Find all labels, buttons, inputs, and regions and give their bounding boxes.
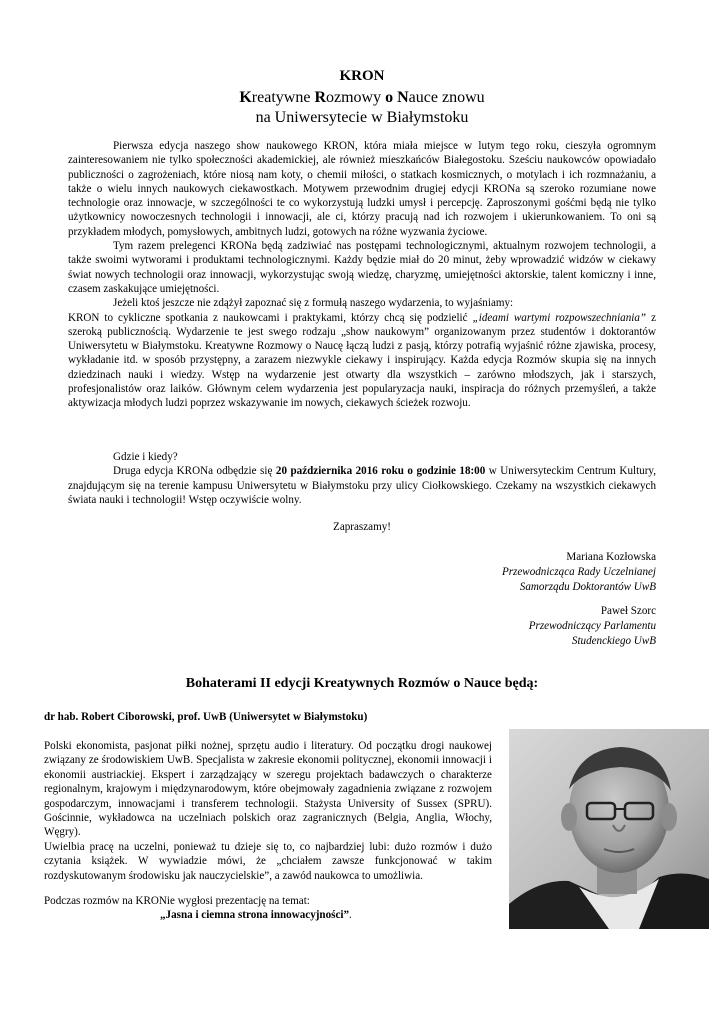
intro-paragraph-4: KRON to cykliczne spotkania z naukowcami i praktykami, którzy chcą się podzielić „ideami wartymi rozpowszechniania” z szeroką publicznością. Wydarzenie te jest swego rodzaju „show naukowym” organizowanym przez studentów i doktorantów Uniwersytetu w Białymstoku. Kreatywne Rozmowy o Naucę łączą ludzi z pasją, którzy potrafią wyjaśnić różne zjawiska, procesy, wykładanie itd. w sposób przystępny, a zarazem niezwykle ciekawy i inspirujący. Każda edycja Rozmów skupia się na innych dziedzinach nauki i wiedzy. Wstęp na wydarzenie jest otwarty dla wszystkich – zarówno młodszych, jak i starszych, profesjonalistów oraz laików. Głównym celem wydarzenia jest popularyzacja nauki, inspiracja do różnych przemyśleń, a także aktywizacja młodych ludzi poprzez wskazywanie im nowych, ciekawych ścieżek rozwoju. <box>68 311 656 410</box>
subtitle-line-2: na Uniwersytecie w Białymstoku <box>255 109 469 126</box>
signature-block-1 <box>502 550 656 595</box>
talk-title: „Jasna i ciemna strona innowacyjności”. <box>160 909 352 922</box>
event-details: Druga edycja KRONa odbędzie się 20 października 2016 roku o godzinie 18:00 w Uniwersyteckim Centrum Kultury, znajdującym się na terenie kampusu Uniwersytetu w Białymstoku przy ulicy Ciołkowskiego. Czekamy na wszystkich ciekawych świata nauki i technologii! Wstęp oczywiście wolny. <box>68 465 656 506</box>
guest-talk <box>44 894 492 923</box>
intro-paragraph-1: Pierwsza edycja naszego show naukowego KRON, która miała miejsce w lutym tego roku, cieszyła ogromnym zainteresowaniem nie tylko społeczności akademickiej, ale również mieszkańców Białegostoku. Sześciu naukowców opowiadało publiczności o zagrożeniach, które niosą nam koty, o chemii miłości, o statkach kosmicznych, o motylach i ich rozmnażaniu, a także o wielu innych naukowych ciekawostkach. Motywem przewodnim drugiej edycji KRONa są szeroko rozumiane nowe technologie oraz innowacje, w szczególności te co wykorzystują ludzki umysł i percepcję. Zaproszonymi gośćmi będą nie tylko użytkownicy nowoczesnych technologii i innowacji, ale ci, którzy pracują nad ich rozwojem i ukierunkowaniem. To oni są przykładem młodych, pomysłowych, ambitnych ludzi, gotowych na różne wyzwania życiowe. <box>68 140 656 238</box>
subtitle-initial-n: N <box>397 89 409 106</box>
signature-block-2 <box>529 604 656 649</box>
guest-bio-paragraph-1: Polski ekonomista, pasjonat piłki nożnej, sprzętu audio i literatury. Od początku drogi naukowej związany ze środowiskiem UwB. Specjalista w zakresie ekonomii politycznej, ekonomii innowacji i ekonomii austriackiej. Ekspert i zarządzający w szeregu projektach badawczych o charakterze regionalnym, krajowym i międzynarodowym, które obejmowały zagadnienia związane z rozwojem gospodarczym, innowacjami i transferem technologii. Stażysta University of Sussex (SPRU). Gościnnie, wykładowca na uczelniach polskich oraz zagranicznych (Belgia, Anglia, Włochy, Węgry). <box>44 740 492 839</box>
event-info <box>68 450 656 507</box>
event-date: 20 października 2016 roku o godzinie 18:00 <box>275 465 486 478</box>
ideas-quote: „ideami wartymi rozpowszechniania” <box>472 311 647 324</box>
guest-name: dr hab. Robert Ciborowski, prof. UwB (Uniwersytet w Białymstoku) <box>44 711 368 723</box>
section-heading: Bohaterami II edycji Kreatywnych Rozmów o Nauce będą: <box>185 676 539 691</box>
signature-name: Mariana Kozłowska <box>566 551 656 563</box>
subtitle-initial-o: o <box>385 89 394 106</box>
guest-bio-paragraph-2: Uwielbia pracę na uczelni, ponieważ tu dzieje się to, co najbardziej lubi: dużo rozmów i dużo czytania książek. W wywiadzie mówi, że „chciałem zawsze funkcjonować w takim rozdyskutowanym środowisku jak nauczycielskie”, a zawód naukowca to umożliwia. <box>44 840 492 882</box>
signature-role: Samorządu Doktorantów UwB <box>519 581 656 593</box>
intro-paragraph-3: Jeżeli ktoś jeszcze nie zdążył zapoznać się z formułą naszego wydarzenia, to wyjaśniamy: <box>113 297 514 310</box>
guest-bio <box>44 739 492 883</box>
subtitle-initial-r: R <box>314 89 326 106</box>
signature-name: Paweł Szorc <box>600 605 656 617</box>
signature-role: Przewodniczący Parlamentu <box>528 620 656 632</box>
signature-role: Studenckiego UwB <box>571 635 656 647</box>
intro-paragraph-2: Tym razem prelegenci KRONa będą zadziwiać nas postępami technologicznymi, aktualnym rozwojem technologii, a także swoimi wytworami i produktami technologicznymi. Każdy będzie miał do 20 minut, żeby wprowadzić widzów w ciekawy świat nowych technologii oraz innowacji, wykorzystując swoją wiedzę, charyzmę, umiejętności aktorskie, talent komiczny i inne, czasem zaskakujące umiejętności. <box>68 240 656 295</box>
subtitle-line-1: Kreatywne Rozmowy o Nauce znowu <box>239 89 485 106</box>
page-title: KRON <box>339 68 385 84</box>
speaker-portrait-image <box>509 729 709 929</box>
signature-role: Przewodnicząca Rady Uczelnianej <box>501 566 656 578</box>
invite-text: Zapraszamy! <box>333 521 391 533</box>
subtitle-initial-k: K <box>239 89 252 106</box>
event-question: Gdzie i kiedy? <box>113 451 178 463</box>
intro-text <box>68 139 656 411</box>
talk-intro: Podczas rozmów na KRONie wygłosi prezentację na temat: <box>44 895 310 907</box>
portrait-icon <box>509 729 709 929</box>
